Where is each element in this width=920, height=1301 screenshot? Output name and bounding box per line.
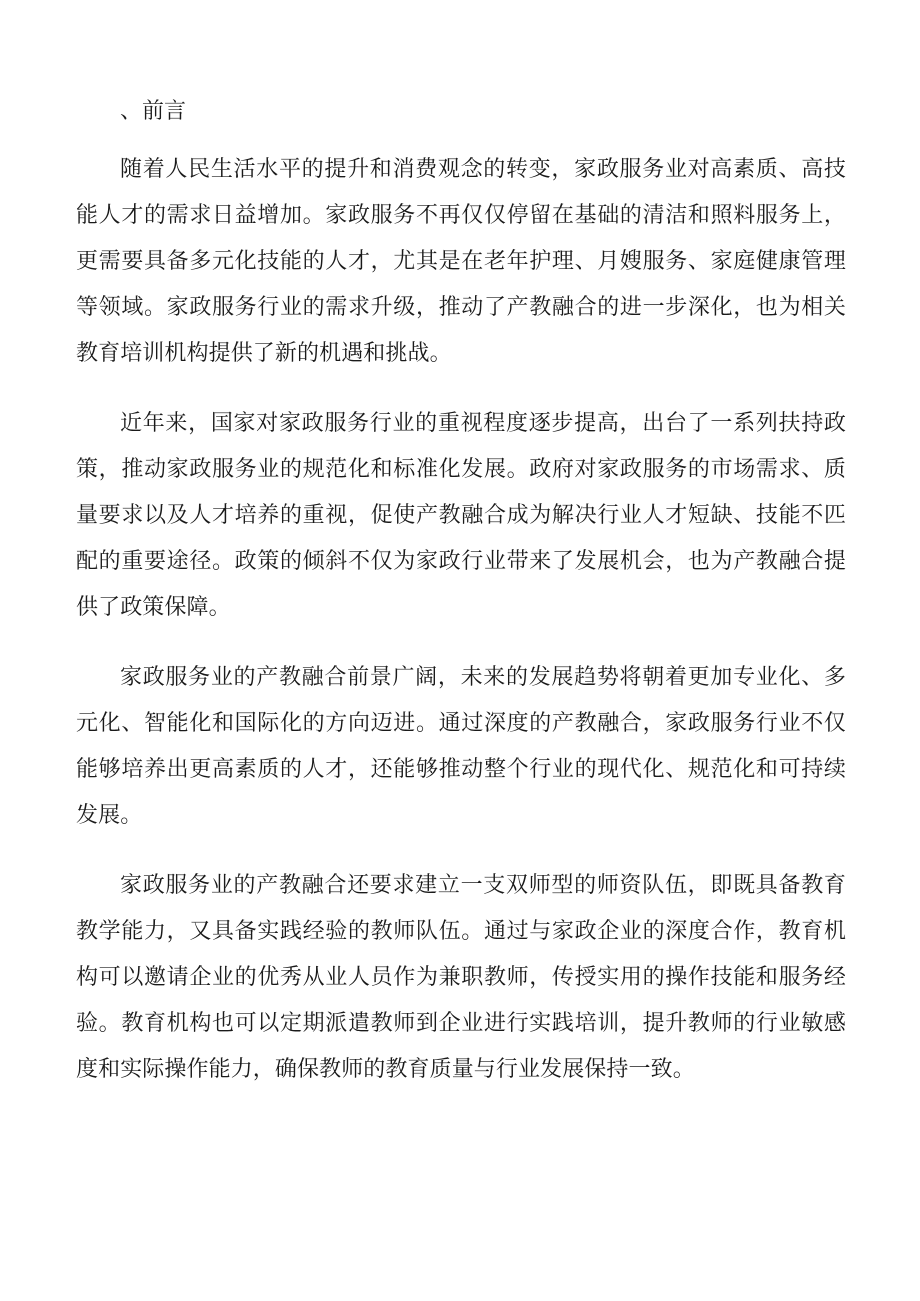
- document-body: [76, 147, 846, 1117]
- paragraph-1: 随着人民生活水平的提升和消费观念的转变，家政服务业对高素质、高技能人才的需求日益增加。家政服务不再仅仅停留在基础的清洁和照料服务上，更需要具备多元化技能的人才，尤其是在老年护理、月嫂服务、家庭健康管理等领域。家政服务行业的需求升级，推动了产教融合的进一步深化，也为相关教育培训机构提供了新的机遇和挑战。: [76, 157, 846, 366]
- paragraph-2: 近年来，国家对家政服务行业的重视程度逐步提高，出台了一系列扶持政策，推动家政服务业的规范化和标准化发展。政府对家政服务的市场需求、质量要求以及人才培养的重视，促使产教融合成为解决行业人才短缺、技能不匹配的重要途径。政策的倾斜不仅为家政行业带来了发展机会，也为产教融合提供了政策保障。: [76, 411, 846, 620]
- section-heading: 、前言: [120, 99, 187, 124]
- paragraph-4: 家政服务业的产教融合还要求建立一支双师型的师资队伍，即既具备教育教学能力，又具备实践经验的教师队伍。通过与家政企业的深度合作，教育机构可以邀请企业的优秀从业人员作为兼职教师，传授实用的操作技能和服务经验。教育机构也可以定期派遣教师到企业进行实践培训，提升教师的行业敏感度和实际操作能力，确保教师的教育质量与行业发展保持一致。: [76, 873, 846, 1082]
- paragraph-3: 家政服务业的产教融合前景广阔，未来的发展趋势将朝着更加专业化、多元化、智能化和国际化的方向迈进。通过深度的产教融合，家政服务行业不仅能够培养出更高素质的人才，还能够推动整个行业的现代化、规范化和可持续发展。: [76, 665, 846, 828]
